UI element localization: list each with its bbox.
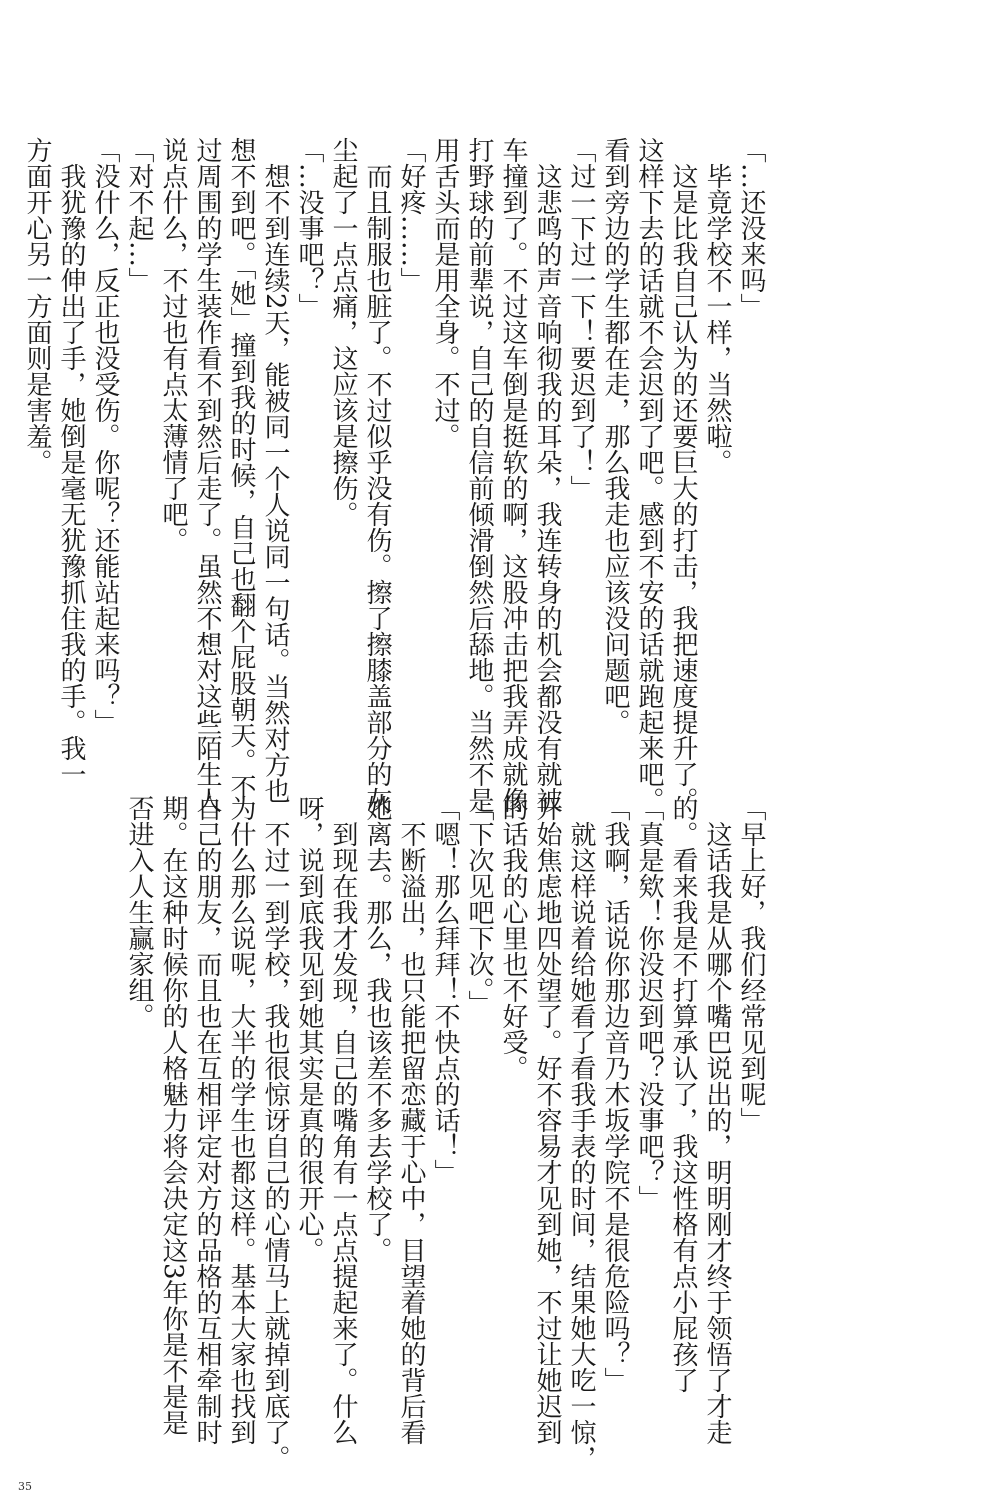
text-column: 说点什么，不过也有点太薄情了吧。	[158, 137, 188, 553]
text-column: 这样下去的话就不会迟到了吧。感到不安的话就跑起来吧。	[634, 137, 664, 813]
text-column: 就这样说着给她看了看我手表的时间，结果她大吃一惊，	[566, 795, 596, 1471]
text-column: 「嗯！那么拜拜！不快点的话！」	[430, 795, 460, 1185]
text-column: 「过一下过一下！要迟到了！」	[566, 137, 596, 501]
text-column: 她离去。那么，我也该差不多去学校了。	[362, 795, 392, 1263]
text-column: 为什么那么说呢，大半的学生也都这样。基本大家也找到	[226, 795, 256, 1445]
text-column: 到现在我才发现，自己的嘴角有一点点提起来了。什么	[328, 795, 358, 1445]
text-column: 「好疼……」	[396, 137, 426, 293]
text-column: 车撞到了。不过这车倒是挺软的啊，这股冲击把我弄成就像	[498, 137, 528, 813]
text-column: 自己的朋友，而且也在互相评定对方的品格的互相牵制时	[192, 795, 222, 1445]
text-column: 呀，说到底我见到她其实是真的很开心。	[294, 795, 324, 1263]
upper-text-block	[20, 137, 768, 813]
text-column: 期。在这种时候你的人格魅力将会决定这3年你是不是是	[158, 795, 188, 1436]
text-column: 而且制服也脏了。不过似乎没有伤。擦了擦膝盖部分的灰	[362, 137, 392, 813]
text-column: 想不到连续2天，能被同一个人说同一句话。当然对方也	[260, 137, 290, 804]
text-column: 不过一到学校，我也很惊讶自己的心情马上就掉到底了。	[260, 795, 290, 1471]
text-column: 不断溢出，也只能把留恋藏于心中，目望着她的背后看	[396, 795, 426, 1445]
text-column: 想不到吧。「她」撞到我的时候，自己也翻个屁股朝天。不	[226, 137, 256, 800]
text-column: 过周围的学生装作看不到然后走了。虽然不想对这些陌生人	[192, 137, 222, 813]
text-column: 打野球的前辈说，自己的自信前倾滑倒然后舔地。当然不是	[464, 137, 494, 813]
text-column: 这是比我自己认为的还要巨大的打击，我把速度提升了。	[668, 137, 698, 813]
text-column: 开始焦虑地四处望了。好不容易才见到她，不过让她迟到	[532, 795, 562, 1445]
page-number: 35	[18, 1480, 32, 1493]
text-column: 的。看来我是不打算承认了，我这性格有点小屁孩了	[668, 795, 698, 1393]
text-column: 「对不起…」	[124, 137, 154, 293]
text-column: 「早上好，我们经常见到呢」	[736, 795, 766, 1133]
text-column: 我犹豫的伸出了手，她倒是毫无犹豫抓住我的手。我一	[56, 137, 86, 787]
text-column: 方面开心另一方面则是害羞。	[22, 137, 52, 475]
text-column: 用舌头而是用全身。不过。	[430, 137, 460, 449]
text-column: 「下次见吧下次。」	[464, 795, 494, 1016]
text-column: 「我啊，话说你那边音乃木坂学院不是很危险吗？」	[600, 795, 630, 1393]
text-column: 毕竟学校不一样，当然啦。	[702, 137, 732, 475]
text-column: 的话我的心里也不好受。	[498, 795, 528, 1081]
text-column: 「…没事吧？」	[294, 137, 324, 319]
text-column: 「…还没来吗」	[736, 137, 766, 319]
text-column: 「真是欸！你没迟到吧？没事吧？」	[634, 795, 664, 1211]
text-column: 这悲鸣的声音响彻我的耳朵，我连转身的机会都没有就被	[532, 137, 562, 813]
text-column: 「没什么，反正也没受伤。你呢？还能站起来吗？」	[90, 137, 120, 735]
text-column: 尘起了一点点痛，这应该是擦伤。	[328, 137, 358, 527]
lower-text-block	[122, 795, 768, 1471]
text-column: 这话我是从哪个嘴巴说出的，明明刚才终于领悟了才走	[702, 795, 732, 1445]
text-column: 否进入人生赢家组。	[124, 795, 154, 1029]
text-column: 看到旁边的学生都在走，那么我走也应该没问题吧。	[600, 137, 630, 735]
